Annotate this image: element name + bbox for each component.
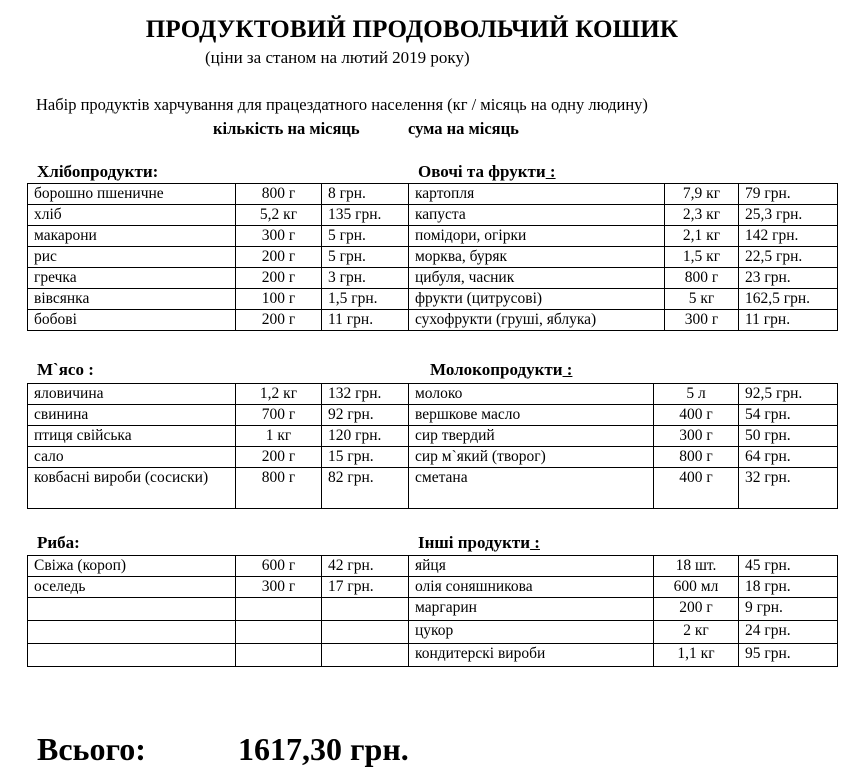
cell-right-name: капуста <box>409 205 665 226</box>
cell-left-sum <box>322 644 409 667</box>
cell-right-quantity: 5 л <box>654 384 739 405</box>
table-row <box>28 268 838 289</box>
cell-left-sum <box>322 598 409 621</box>
cell-left-quantity: 200 г <box>236 447 322 468</box>
cell-right-sum: 162,5 грн. <box>739 289 838 310</box>
cell-right-quantity: 800 г <box>654 447 739 468</box>
cell-left-quantity <box>236 621 322 644</box>
cell-left-quantity: 300 г <box>236 226 322 247</box>
table-row <box>28 644 838 667</box>
cell-left-quantity: 5,2 кг <box>236 205 322 226</box>
cell-right-quantity: 300 г <box>665 310 739 331</box>
section-title-fish: Риба: <box>37 533 80 552</box>
table-row <box>28 468 838 509</box>
cell-right-name: сир м`який (творог) <box>409 447 654 468</box>
section-title-veg-colon: : <box>545 162 556 181</box>
cell-right-sum: 45 грн. <box>739 556 838 577</box>
cell-left-name: птиця свійська <box>28 426 236 447</box>
section-title-other-text: Інші продукти <box>418 533 531 552</box>
cell-right-name: маргарин <box>409 598 654 621</box>
cell-right-name: сухофрукти (груші, яблука) <box>409 310 665 331</box>
table-row <box>28 226 838 247</box>
cell-left-quantity: 200 г <box>236 310 322 331</box>
cell-left-quantity: 800 г <box>236 468 322 509</box>
table-row <box>28 447 838 468</box>
column-head-sum: сума на місяць <box>408 119 519 138</box>
table-row <box>28 205 838 226</box>
cell-left-sum <box>322 621 409 644</box>
cell-left-name: сало <box>28 447 236 468</box>
cell-right-sum: 32 грн. <box>739 468 838 509</box>
cell-right-sum: 11 грн. <box>739 310 838 331</box>
table-bread-veg <box>27 183 838 331</box>
table-row <box>28 289 838 310</box>
page-subtitle: (ціни за станом на лютий 2019 року) <box>205 48 470 67</box>
cell-left-name: бобові <box>28 310 236 331</box>
cell-right-sum: 79 грн. <box>739 184 838 205</box>
table-row <box>28 405 838 426</box>
table-row <box>28 621 838 644</box>
cell-right-quantity: 1,1 кг <box>654 644 739 667</box>
cell-right-name: цибуля, часник <box>409 268 665 289</box>
cell-right-quantity: 1,5 кг <box>665 247 739 268</box>
cell-right-quantity: 5 кг <box>665 289 739 310</box>
cell-right-sum: 24 грн. <box>739 621 838 644</box>
cell-left-sum: 92 грн. <box>322 405 409 426</box>
cell-right-quantity: 2,3 кг <box>665 205 739 226</box>
section-title-bread: Хлібопродукти: <box>37 162 159 181</box>
cell-left-quantity <box>236 644 322 667</box>
cell-left-sum: 135 грн. <box>322 205 409 226</box>
cell-right-name: кондитерскі вироби <box>409 644 654 667</box>
cell-left-quantity <box>236 598 322 621</box>
cell-right-name: сир твердий <box>409 426 654 447</box>
table-meat-dairy <box>27 383 838 509</box>
table-row <box>28 556 838 577</box>
total-value: 1617,30 грн. <box>238 731 409 767</box>
table-row <box>28 426 838 447</box>
cell-left-name: гречка <box>28 268 236 289</box>
cell-left-name: борошно пшеничне <box>28 184 236 205</box>
table-row <box>28 310 838 331</box>
cell-right-sum: 64 грн. <box>739 447 838 468</box>
cell-left-quantity: 600 г <box>236 556 322 577</box>
cell-right-quantity: 800 г <box>665 268 739 289</box>
section-title-dairy-colon: : <box>562 360 573 379</box>
cell-right-sum: 92,5 грн. <box>739 384 838 405</box>
cell-right-quantity: 2,1 кг <box>665 226 739 247</box>
total-label: Всього: <box>37 731 146 767</box>
table-fish-other <box>27 555 838 667</box>
cell-right-name: молоко <box>409 384 654 405</box>
cell-left-sum: 1,5 грн. <box>322 289 409 310</box>
cell-right-name: яйця <box>409 556 654 577</box>
cell-left-name: Свіжа (короп) <box>28 556 236 577</box>
table-row <box>28 577 838 598</box>
section-title-other-colon: : <box>530 533 540 552</box>
cell-left-quantity: 100 г <box>236 289 322 310</box>
cell-left-sum: 5 грн. <box>322 247 409 268</box>
cell-right-quantity: 400 г <box>654 405 739 426</box>
cell-right-quantity: 600 мл <box>654 577 739 598</box>
cell-left-quantity: 1,2 кг <box>236 384 322 405</box>
section-title-dairy-text: Молокопродукти <box>430 360 563 379</box>
cell-left-name <box>28 598 236 621</box>
table-bread-veg-body <box>28 184 838 331</box>
cell-left-sum: 5 грн. <box>322 226 409 247</box>
cell-left-quantity: 1 кг <box>236 426 322 447</box>
cell-left-name: вівсянка <box>28 289 236 310</box>
cell-left-quantity: 200 г <box>236 268 322 289</box>
cell-right-sum: 50 грн. <box>739 426 838 447</box>
cell-left-sum: 132 грн. <box>322 384 409 405</box>
cell-left-quantity: 800 г <box>236 184 322 205</box>
cell-left-sum: 8 грн. <box>322 184 409 205</box>
cell-left-sum: 120 грн. <box>322 426 409 447</box>
cell-right-name: сметана <box>409 468 654 509</box>
cell-left-name: макарони <box>28 226 236 247</box>
cell-right-name: цукор <box>409 621 654 644</box>
cell-left-name: оселедь <box>28 577 236 598</box>
cell-right-quantity: 200 г <box>654 598 739 621</box>
page-title: ПРОДУКТОВИЙ ПРОДОВОЛЬЧИЙ КОШИК <box>145 16 679 43</box>
cell-left-name: хліб <box>28 205 236 226</box>
table-row <box>28 184 838 205</box>
cell-right-quantity: 300 г <box>654 426 739 447</box>
table-row <box>28 598 838 621</box>
section-title-dairy <box>430 360 572 380</box>
cell-right-quantity: 400 г <box>654 468 739 509</box>
cell-right-name: картопля <box>409 184 665 205</box>
cell-left-sum: 17 грн. <box>322 577 409 598</box>
cell-right-name: морква, буряк <box>409 247 665 268</box>
cell-right-quantity: 18 шт. <box>654 556 739 577</box>
column-head-quantity: кількість на місяць <box>213 119 360 138</box>
section-title-veg-text: Овочі та фрукти <box>418 162 546 181</box>
cell-right-name: олія соняшникова <box>409 577 654 598</box>
cell-right-sum: 25,3 грн. <box>739 205 838 226</box>
cell-right-quantity: 7,9 кг <box>665 184 739 205</box>
cell-left-name: яловичина <box>28 384 236 405</box>
table-meat-dairy-body <box>28 384 838 509</box>
cell-right-sum: 18 грн. <box>739 577 838 598</box>
cell-right-quantity: 2 кг <box>654 621 739 644</box>
table-row <box>28 247 838 268</box>
cell-left-sum: 15 грн. <box>322 447 409 468</box>
cell-right-name: помідори, огірки <box>409 226 665 247</box>
cell-left-sum: 11 грн. <box>322 310 409 331</box>
cell-right-sum: 54 грн. <box>739 405 838 426</box>
cell-left-name <box>28 621 236 644</box>
intro-text: Набір продуктів харчування для працездатного населення (кг / місяць на одну людину) <box>36 95 648 114</box>
table-row <box>28 384 838 405</box>
cell-right-sum: 22,5 грн. <box>739 247 838 268</box>
cell-right-name: фрукти (цитрусові) <box>409 289 665 310</box>
cell-left-sum: 82 грн. <box>322 468 409 509</box>
cell-left-name: рис <box>28 247 236 268</box>
cell-left-name: свинина <box>28 405 236 426</box>
table-fish-other-body <box>28 556 838 667</box>
cell-right-sum: 142 грн. <box>739 226 838 247</box>
cell-right-sum: 23 грн. <box>739 268 838 289</box>
cell-left-quantity: 700 г <box>236 405 322 426</box>
cell-right-sum: 95 грн. <box>739 644 838 667</box>
cell-right-name: вершкове масло <box>409 405 654 426</box>
cell-left-quantity: 200 г <box>236 247 322 268</box>
cell-left-quantity: 300 г <box>236 577 322 598</box>
section-title-veg <box>418 162 556 182</box>
cell-left-name: ковбасні вироби (сосиски) <box>28 468 236 509</box>
section-title-other <box>418 533 540 553</box>
cell-left-name <box>28 644 236 667</box>
cell-left-sum: 3 грн. <box>322 268 409 289</box>
section-title-meat: М`ясо : <box>37 360 94 379</box>
cell-right-sum: 9 грн. <box>739 598 838 621</box>
cell-left-sum: 42 грн. <box>322 556 409 577</box>
